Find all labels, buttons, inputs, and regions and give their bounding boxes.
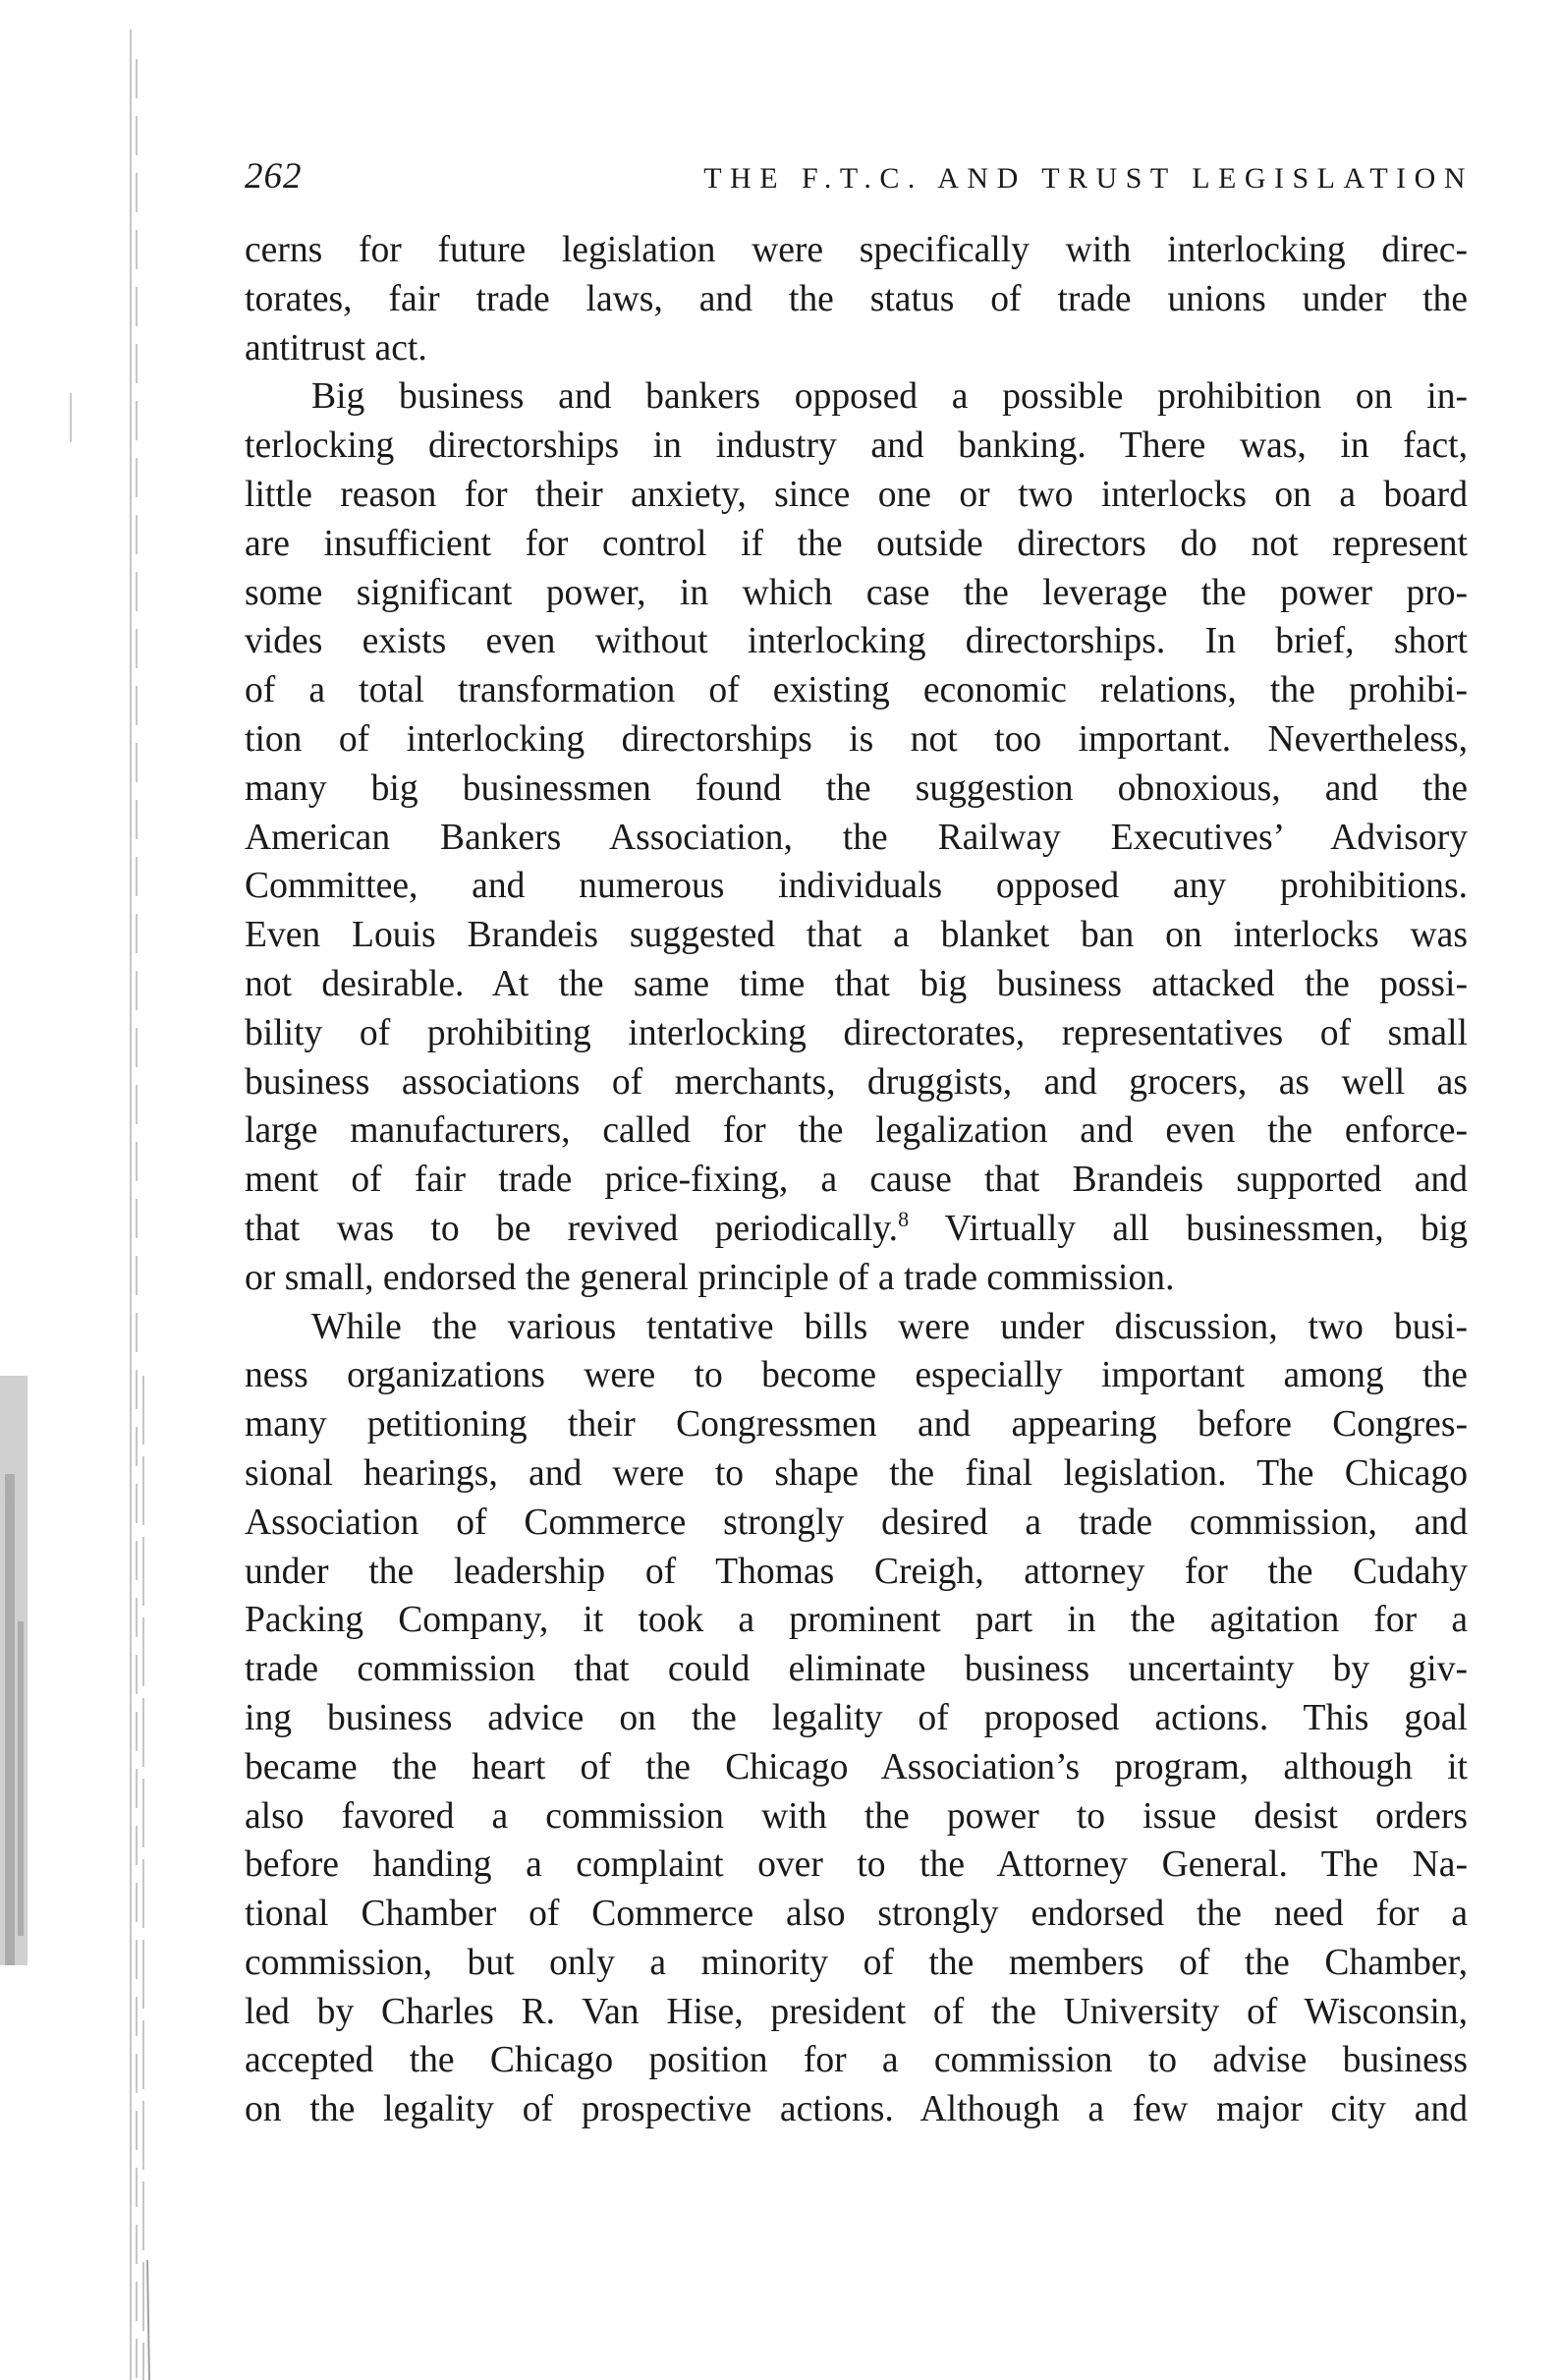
text-line: Even Louis Brandeis suggested that a blanket ban on interlocks was	[245, 915, 1468, 956]
scan-gutter-artifact	[0, 0, 177, 2380]
text-line: While the various tentative bills were under discussion, two busi-	[311, 1306, 1468, 1347]
text-line: tional Chamber of Commerce also strongly endorsed the need for a	[245, 1894, 1468, 1935]
footnote-line-before: that was to be revived periodically.	[245, 1208, 899, 1249]
text-line: also favored a commission with the power to issue desist orders	[245, 1795, 1468, 1837]
text-line: or small, endorsed the general principle of a trade commission.	[245, 1257, 1175, 1298]
text-line: many petitioning their Congressmen and appearing before Congres-	[245, 1404, 1468, 1445]
footnote-mark[interactable]: 8	[898, 1206, 910, 1231]
text-line: American Bankers Association, the Railway Executives’ Advisory	[245, 817, 1468, 858]
page-header	[245, 155, 1474, 204]
text-line: Big business and bankers opposed a possible prohibition on in-	[311, 376, 1468, 418]
text-line: bility of prohibiting interlocking directorates, representatives of small	[245, 1012, 1468, 1053]
text-line: tion of interlocking directorships is not too important. Nevertheless,	[245, 718, 1468, 760]
text-line: ment of fair trade price-fixing, a cause that Brandeis supported and	[245, 1160, 1468, 1201]
body-text	[245, 226, 1468, 2134]
page-number: 262	[245, 156, 303, 197]
text-line: not desirable. At the same time that big business attacked the possi-	[245, 963, 1468, 1004]
paragraph-2	[245, 372, 1468, 1302]
text-line: terlocking directorships in industry and banking. There was, in fact,	[245, 425, 1468, 467]
text-line: ness organizations were to become especially important among the	[245, 1355, 1468, 1396]
text-line: cerns for future legislation were specifically with interlocking direc-	[245, 230, 1468, 270]
text-line: Association of Commerce strongly desired a trade commission, and	[245, 1502, 1468, 1543]
text-line: accepted the Chicago position for a commission to advise business	[245, 2040, 1468, 2081]
text-line: torates, fair trade laws, and the status of trade unions under the	[245, 278, 1468, 319]
text-line: led by Charles R. Van Hise, president of the University of Wisconsin,	[245, 1991, 1468, 2032]
running-head: THE F.T.C. AND TRUST LEGISLATION	[703, 162, 1474, 195]
text-line: antitrust act.	[245, 327, 427, 368]
text-line: under the leadership of Thomas Creigh, attorney for the Cudahy	[245, 1551, 1468, 1592]
footnote-line-after: Virtually all businessmen, big	[909, 1208, 1469, 1249]
text-line: many big businessmen found the suggestion obnoxious, and the	[245, 767, 1468, 809]
text-line: large manufacturers, called for the legalization and even the enforce-	[245, 1110, 1468, 1152]
paragraph-1	[245, 226, 1468, 372]
text-line: became the heart of the Chicago Association’s program, although it	[245, 1746, 1468, 1787]
text-line: on the legality of prospective actions. Although a few major city and	[245, 2089, 1468, 2130]
text-line: little reason for their anxiety, since one or two interlocks on a board	[245, 474, 1468, 515]
text-line: are insufficient for control if the outside directors do not represent	[245, 523, 1468, 564]
text-line: Packing Company, it took a prominent part in the agitation for a	[245, 1600, 1468, 1641]
text-line: commission, but only a minority of the members of the Chamber,	[245, 1942, 1468, 1983]
text-line: business associations of merchants, druggists, and grocers, as well as	[245, 1061, 1468, 1103]
text-line: before handing a complaint over to the Attorney General. The Na-	[245, 1844, 1468, 1886]
text-line: sional hearings, and were to shape the final legislation. The Chicago	[245, 1452, 1468, 1494]
paragraph-3	[245, 1303, 1468, 2135]
text-line: Committee, and numerous individuals opposed any prohibitions.	[245, 866, 1468, 907]
text-line: trade commission that could eliminate business uncertainty by giv-	[245, 1649, 1468, 1690]
text-line: vides exists even without interlocking directorships. In brief, short	[245, 621, 1468, 662]
text-line-with-footnote	[245, 1205, 1468, 1254]
text-line: ing business advice on the legality of proposed actions. This goal	[245, 1697, 1468, 1738]
text-line: of a total transformation of existing economic relations, the prohibi-	[245, 670, 1468, 711]
text-line: some significant power, in which case the leverage the power pro-	[245, 572, 1468, 613]
